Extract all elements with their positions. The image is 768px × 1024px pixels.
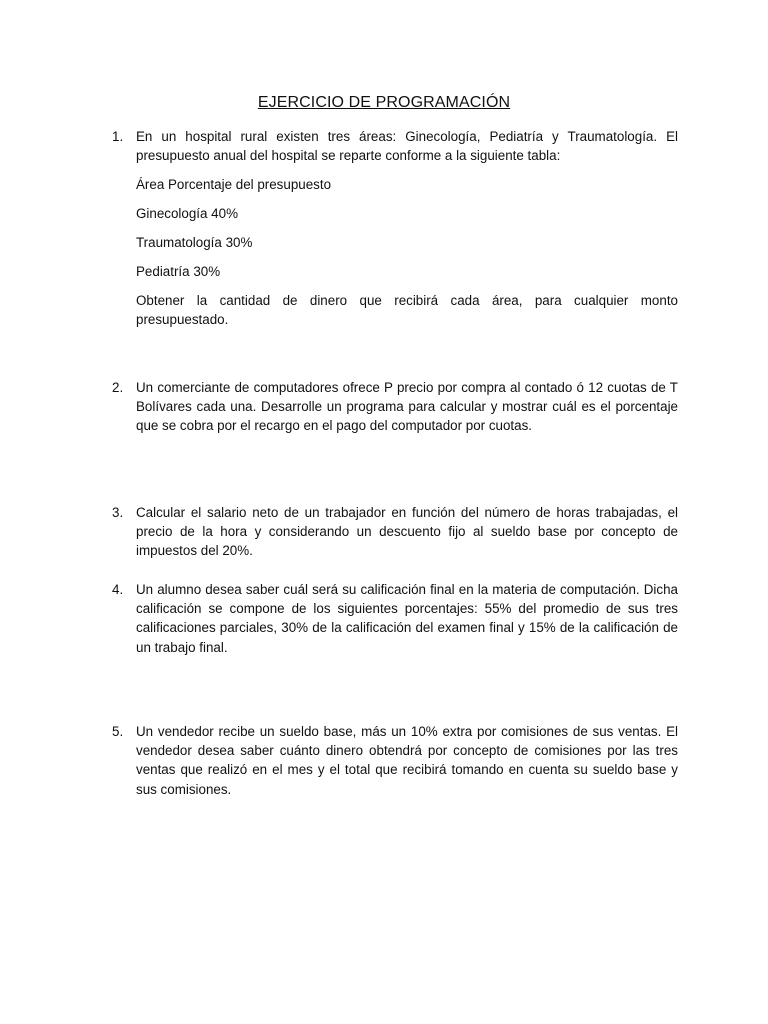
exercise-text: Un comerciante de computadores ofrece P precio por compra al contado ó 12 cuotas de T Bolívares cada una. Desarrolle un programa para calcular y mostrar cuál es el porcentaje que se cobra por el recargo en el pago del computador por cuotas. [136, 380, 678, 434]
exercise-closing: Obtener la cantidad de dinero que recibirá cada área, para cualquier monto presupuestado. [136, 293, 678, 328]
exercise-number: 2. [112, 380, 124, 395]
exercise-text: Un alumno desea saber cuál será su calificación final en la materia de computación. Dicha calificación se compone de los siguientes porcentajes: 55% del promedio de sus tres calificaciones parciales, 30% de la calificación del examen final y 15% de la calificación de un trabajo final. [136, 582, 678, 655]
exercise-body [136, 127, 678, 329]
table-row-ginecologia: Ginecología 40% [136, 206, 238, 222]
exercise-body [136, 378, 678, 436]
table-row-traumatologia: Traumatología 30% [136, 235, 253, 251]
exercise-text: En un hospital rural existen tres áreas: Ginecología, Pediatría y Traumatología. El presupuesto anual del hospital se reparte conforme a la siguiente tabla: [136, 129, 678, 164]
exercise-number: 3. [112, 505, 124, 520]
exercise-body [136, 722, 678, 799]
exercise-body [136, 580, 678, 657]
exercise-body [136, 503, 678, 561]
exercise-number: 5. [112, 724, 124, 739]
table-header: Área Porcentaje del presupuesto [136, 177, 332, 193]
exercise-text: Un vendedor recibe un sueldo base, más un 10% extra por comisiones de sus ventas. El vendedor desea saber cuánto dinero obtendrá por concepto de comisiones por las tres ventas que realizó en el mes y el total que recibirá tomando en cuenta su sueldo base y sus comisiones. [136, 724, 678, 797]
table-row-pediatria: Pediatría 30% [136, 264, 221, 280]
exercise-number: 4. [112, 582, 124, 597]
exercise-number: 1. [112, 129, 124, 144]
exercise-text: Calcular el salario neto de un trabajador en función del número de horas trabajadas, el precio de la hora y considerando un descuento fijo al sueldo base por concepto de impuestos del 20%. [136, 505, 678, 559]
page-title: EJERCICIO DE PROGRAMACIÓN [257, 94, 511, 111]
